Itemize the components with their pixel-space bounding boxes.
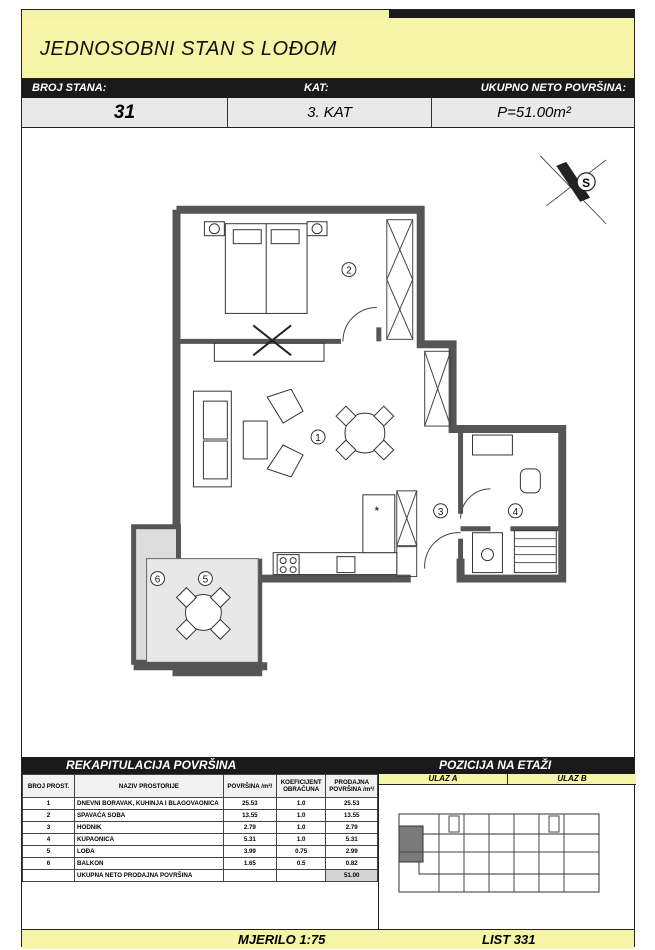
footer-band <box>22 929 634 949</box>
rekapitulacija-title: REKAPITULACIJA POVRŠINA <box>66 758 237 772</box>
position-panel <box>378 774 636 938</box>
plan-sheet <box>21 9 635 947</box>
tv-unit <box>214 343 324 361</box>
ulaz-b-label: ULAZ B <box>508 774 636 785</box>
table-total-row <box>23 870 378 882</box>
sink <box>337 557 355 573</box>
pozicija-title: POZICIJA NA ETAŽI <box>439 758 552 772</box>
dining-table <box>336 406 394 460</box>
table-row: 5 LOĐA 3.99 0.75 2.99 <box>23 846 378 858</box>
svg-text:*: * <box>374 503 380 518</box>
sofa <box>193 391 231 487</box>
total-label: UKUPNA NETO PRODAJNA POVRŠINA <box>75 870 224 882</box>
top-strip <box>22 10 634 18</box>
stove <box>277 555 299 575</box>
povrsina-value: P=51.00m² <box>497 104 571 121</box>
col-broj: BROJ PROST. <box>23 775 75 798</box>
title-band <box>22 18 634 79</box>
room-number-5: 5 <box>202 574 209 586</box>
table-row: 3 HODNIK 2.79 1.0 2.79 <box>23 822 378 834</box>
armchairs <box>267 389 303 477</box>
col-povrsina: POVRŠINA /m²/ <box>223 775 276 798</box>
apartment-highlight <box>399 826 423 862</box>
compass-icon <box>540 156 606 224</box>
bed <box>204 222 327 314</box>
sheet-number: LIST 331 <box>482 932 536 947</box>
broj-stana-value: 31 <box>22 98 228 127</box>
floor-plan <box>22 129 634 757</box>
table-row: 1 DNEVNI BORAVAK, KUHINJA I BLAGOVAONICA 25.53 1.0 25.53 <box>23 798 378 810</box>
scale-label: MJERILO 1:75 <box>238 932 326 947</box>
table-row: 4 KUPAONICA 5.31 1.0 5.31 <box>23 834 378 846</box>
room-number-4: 4 <box>512 506 519 518</box>
povrsina-label: UKUPNO NETO POVRŠINA: <box>480 82 626 94</box>
room-number-3: 3 <box>437 506 444 518</box>
kat-value: 3. KAT <box>228 98 432 127</box>
room-number-2: 2 <box>346 265 352 277</box>
info-header <box>22 79 634 98</box>
total-value: 51.00 <box>326 870 378 882</box>
ulaz-a-label: ULAZ A <box>379 774 508 785</box>
broj-stana-label: BROJ STANA: <box>32 82 107 94</box>
area-table <box>22 774 378 882</box>
table-header-row <box>23 775 378 798</box>
coffee-table <box>243 421 267 459</box>
room-number-6: 6 <box>154 574 161 586</box>
compass-letter: S <box>582 175 591 190</box>
col-koeficijent: KOEFICIJENT OBRAČUNA <box>276 775 326 798</box>
info-values <box>22 98 634 128</box>
col-naziv: NAZIV PROSTORIJE <box>75 775 224 798</box>
room-number-1: 1 <box>315 433 321 445</box>
kat-label: KAT: <box>304 82 329 94</box>
apartment-title: JEDNOSOBNI STAN S LOĐOM <box>40 38 337 60</box>
table-row: 6 BALKON 1.65 0.5 0.82 <box>23 858 378 870</box>
table-row: 2 SPAVAĆA SOBA 13.55 1.0 13.55 <box>23 810 378 822</box>
floor-position-map <box>379 786 636 936</box>
bottom-header <box>22 757 634 774</box>
col-prodajna: PRODAJNA POVRŠINA /m²/ <box>326 775 378 798</box>
